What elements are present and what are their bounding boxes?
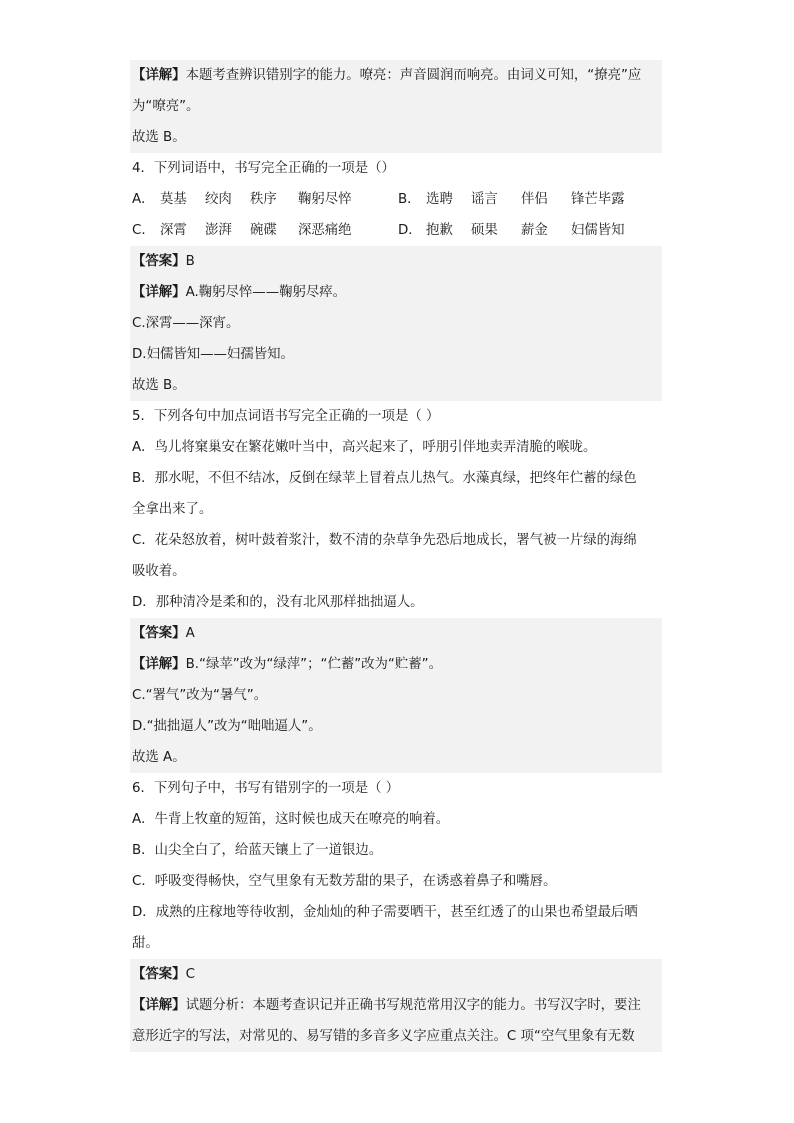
- q4-detail-line-1: 【详解】A.鞠躬尽悴——鞠躬尽瘁。: [130, 277, 662, 308]
- q4-detail-line-2: C.深霄——深宵。: [130, 308, 662, 339]
- q5-stem: 5．下列各句中加点词语书写完全正确的一项是（ ）: [132, 409, 440, 424]
- q6-option-line: 甜。: [132, 936, 159, 951]
- q6-answer: 【答案】C: [130, 959, 662, 990]
- q6-option-line: A．牛背上牧童的短笛，这时候也成天在嘹亮的响着。: [132, 812, 450, 827]
- q4-choose: 故选 B。: [130, 370, 662, 401]
- q5-detail-line-1: 【详解】B.“绿苹”改为“绿萍”；“伫蓄”改为“贮蓄”。: [130, 649, 662, 680]
- q4-answer: 【答案】B: [130, 246, 662, 277]
- q6-detail-line-2: 意形近字的写法，对常见的、易写错的多音多义字应重点关注。C 项“空气里象有无数: [130, 1021, 662, 1052]
- q5-detail-line-3: D.“拙拙逼人”改为“咄咄逼人”。: [130, 711, 662, 742]
- q4-detail-line-3: D.妇儒皆知——妇孺皆知。: [130, 339, 662, 370]
- q5-detail-line-2: C.“署气”改为“暑气”。: [130, 680, 662, 711]
- q5-option-line: 吸收着。: [132, 564, 186, 579]
- q4-option-a: A． 莫基 绞肉 秩序 鞠躬尽悴: [132, 192, 352, 207]
- q5-choose: 故选 A。: [130, 742, 662, 773]
- q4-stem: 4．下列词语中，书写完全正确的一项是（）: [132, 161, 395, 176]
- q3-detail-line-1: 【详解】本题考查辨识错别字的能力。嘹亮：声音圆润而响亮。由词义可知，“撩亮”应: [130, 60, 662, 91]
- q4-option-d: D． 抱歉 硕果 薪金 妇儒皆知: [398, 223, 625, 238]
- q4-options-row-1: [130, 184, 662, 215]
- q3-detail-line-2: 为“嘹亮”。: [130, 91, 662, 122]
- q6-option-line: C．呼吸变得畅快，空气里象有无数芳甜的果子，在诱惑着鼻子和嘴唇。: [132, 874, 557, 889]
- q3-choose: 故选 B。: [130, 122, 662, 153]
- q6-option-line: B．山尖全白了，给蓝天镶上了一道银边。: [132, 843, 383, 858]
- detail-tag: 【详解】: [132, 68, 186, 83]
- q5-option-line: C．花朵怒放着，树叶鼓着浆汁，数不清的杂草争先恐后地成长，署气被一片绿的海绵: [132, 533, 637, 548]
- q4-option-c: C． 深霄 澎湃 碗碟 深恶痛绝: [132, 223, 352, 238]
- q5-option-line: 全拿出来了。: [132, 502, 213, 517]
- q5-option-line: B．那水呢，不但不结冰，反倒在绿苹上冒着点儿热气。水藻真绿，把终年伫蓄的绿色: [132, 471, 637, 486]
- q6-detail-line-1: 【详解】试题分析：本题考查识记并正确书写规范常用汉字的能力。书写汉字时，要注: [130, 990, 662, 1021]
- q5-option-line: A．鸟儿将窠巢安在繁花嫩叶当中，高兴起来了，呼朋引伴地卖弄清脆的喉咙。: [132, 440, 597, 455]
- q6-option-line: D．成熟的庄稼地等待收割，金灿灿的种子需要晒干，甚至红透了的山果也希望最后晒: [132, 905, 638, 920]
- q4-options-row-2: [130, 215, 662, 246]
- q5-answer: 【答案】A: [130, 618, 662, 649]
- q5-option-line: D．那种清冷是柔和的，没有北风那样拙拙逼人。: [132, 595, 424, 610]
- q6-stem: 6．下列句子中，书写有错别字的一项是（ ）: [132, 781, 400, 796]
- q4-option-b: B． 选聘 谣言 伴侣 锋芒毕露: [398, 192, 625, 207]
- document-content: [130, 60, 662, 1052]
